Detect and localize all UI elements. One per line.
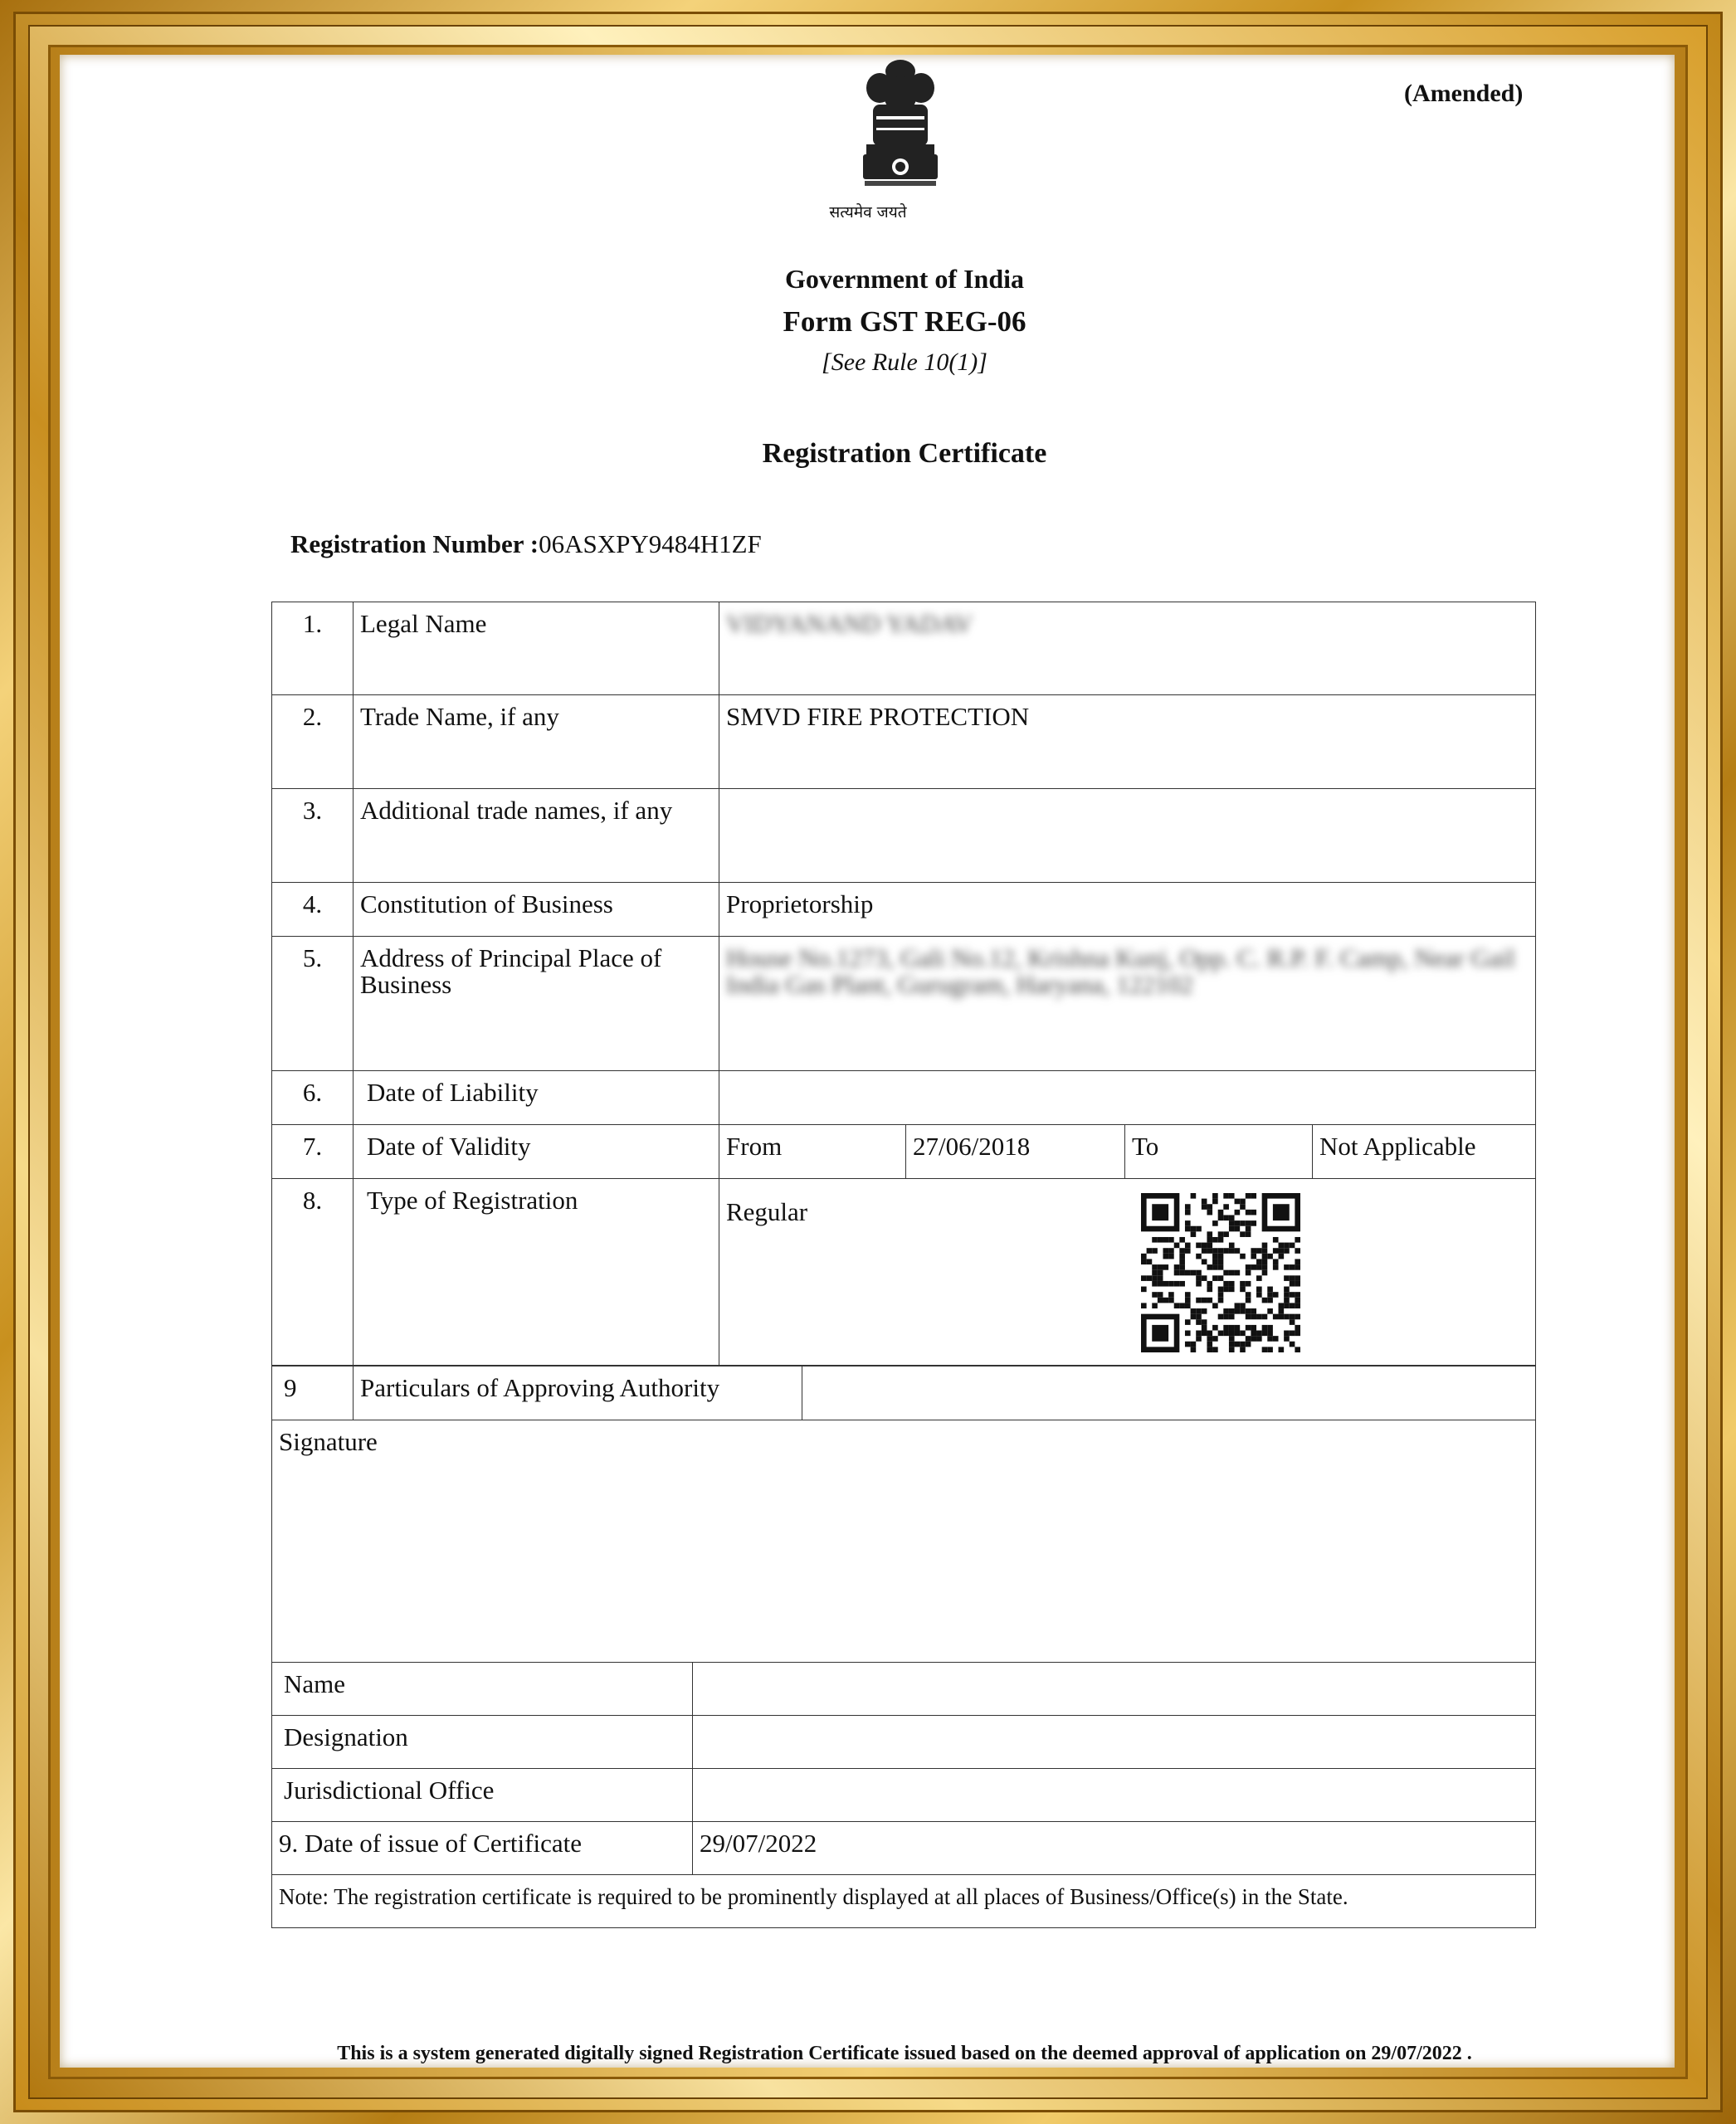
government-heading: Government of India [785,264,1024,294]
registration-number [290,529,762,559]
address-value: House No.1273, Gali No.12, Krishna Kunj, Opp. C. R.P. F. Camp, Near Gail India Gas Plant, Gurugram, Haryana, 122102 [719,937,1536,1071]
table-row [272,602,1536,695]
rule-reference: [See Rule 10(1)] [822,348,987,376]
table-row [272,1822,1536,1875]
national-emblem-icon [855,55,946,196]
table-row [272,789,1536,883]
amended-label: (Amended) [1404,80,1524,107]
jurisdictional-office-label: Jurisdictional Office [272,1769,693,1822]
designation-label: Designation [272,1716,693,1769]
registration-number-value: 06ASXPY9484H1ZF [539,529,762,558]
approving-authority-table [271,1366,1536,1420]
table-row [272,1663,1536,1716]
emblem-motto: सत्यमेव जयते [829,203,907,222]
table-row [272,937,1536,1071]
qr-code-icon [1141,1193,1300,1352]
row-label: Date of Liability [354,1071,719,1125]
validity-to-label: To [1125,1125,1313,1179]
validity-from-value: 27/06/2018 [906,1125,1125,1179]
approving-authority-value [802,1366,1536,1420]
table-row [272,1769,1536,1822]
row-number: 2. [272,695,354,789]
authority-table [271,1420,1536,1928]
row-number: 1. [272,602,354,695]
name-value [693,1663,1536,1716]
row-number: 4. [272,883,354,937]
trade-name-value: SMVD FIRE PROTECTION [719,695,1536,789]
validity-to-value: Not Applicable [1313,1125,1536,1179]
table-row [272,1071,1536,1125]
row-number: 8. [272,1179,354,1366]
row-number: 9 [272,1366,354,1420]
designation-value [693,1716,1536,1769]
row-number: 5. [272,937,354,1071]
date-of-liability-value [719,1071,1536,1125]
details-table [271,602,1536,1366]
table-row [272,1875,1536,1928]
additional-trade-names-value [719,789,1536,883]
display-note: Note: The registration certificate is required to be prominently displayed at all places of Business/Office(s) in the State. [272,1875,1536,1928]
row-label: Additional trade names, if any [354,789,719,883]
table-row [272,883,1536,937]
row-number: 3. [272,789,354,883]
registration-number-label: Registration Number : [290,529,539,558]
table-row [272,1179,1536,1366]
table-row [272,1125,1536,1179]
issue-date-label: 9. Date of issue of Certificate [272,1822,693,1875]
row-label: Type of Registration [354,1179,719,1366]
name-label: Name [272,1663,693,1716]
table-row [272,1716,1536,1769]
row-label: Constitution of Business [354,883,719,937]
row-label: Address of Principal Place of Business [354,937,719,1071]
certificate-title: Registration Certificate [762,438,1047,469]
footer-statement: This is a system generated digitally signed Registration Certificate issued based on the deemed approval of application on 29/07/2022 . [337,2043,1472,2064]
row-label: Particulars of Approving Authority [354,1366,802,1420]
signature-cell: Signature [272,1420,1536,1663]
row-number: 7. [272,1125,354,1179]
issue-date-value: 29/07/2022 [693,1822,1536,1875]
form-heading: Form GST REG-06 [783,305,1026,338]
constitution-value: Proprietorship [719,883,1536,937]
row-label: Date of Validity [354,1125,719,1179]
row-number: 6. [272,1071,354,1125]
table-row [272,1420,1536,1663]
legal-name-value: VIDYANAND YADAV [719,602,1536,695]
table-row [272,695,1536,789]
validity-from-label: From [719,1125,906,1179]
jurisdictional-office-value [693,1769,1536,1822]
table-row [272,1366,1536,1420]
row-label: Trade Name, if any [354,695,719,789]
registration-type-value: Regular [719,1179,1536,1366]
row-label: Legal Name [354,602,719,695]
